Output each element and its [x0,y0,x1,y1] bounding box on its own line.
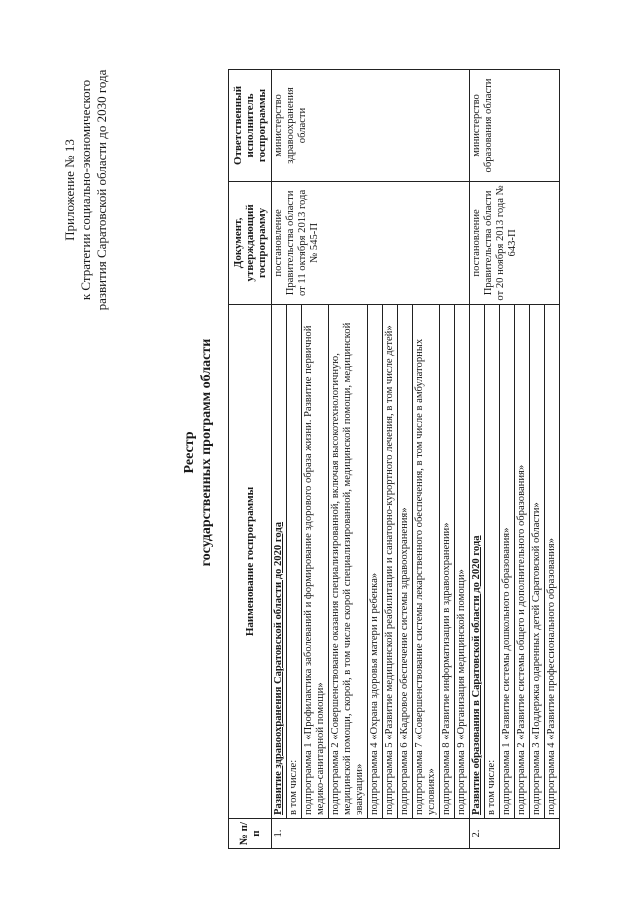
table-header-row [229,70,272,849]
subprogram-name: подпрограмма 1 «Развитие системы дошкольного образования» [500,304,515,818]
subprogram-name: подпрограмма 4 «Охрана здоровья матери и ребенка» [368,304,383,818]
program-row [470,70,485,849]
program-title: Развитие здравоохранения Саратовской области до 2020 года [273,521,284,816]
subprogram-name: подпрограмма 3 «Поддержка одаренных детей Саратовской области» [530,304,545,818]
program-document: постановление Правительства области от 20 ноября 2013 года № 643-П [470,181,560,304]
subprogram-name: подпрограмма 5 «Развитие медицинской реабилитации и санаторно-курортного лечения, в том числе детей» [383,304,398,818]
program-intro: в том числе: [485,304,500,818]
program-number: 2. [470,819,560,849]
subprogram-name: подпрограмма 2 «Совершенствование оказания специализированной, включая высокотехнологичную, медицинской помощи, скорой, в том числе скорой специализированной, медицинской помощи, медицинской эвакуации» [329,304,368,818]
program-row [272,70,287,849]
appendix-line-2: к Стратегии социально-экономического [78,79,93,301]
subprogram-name: подпрограмма 2 «Развитие системы общего и дополнительного образования» [515,304,530,818]
program-number: 1. [272,819,470,849]
header-resp: Ответственный исполнитель госпрограммы [229,70,272,182]
registry-table [228,69,560,849]
subprogram-name: подпрограмма 4 «Развитие профессионального образования» [545,304,560,818]
program-title-cell [470,304,485,818]
program-title: Развитие образования в Саратовской области до 2020 года [471,535,482,816]
header-name: Наименование госпрограммы [229,304,272,818]
subprogram-name: подпрограмма 9 «Организация медицинской помощи» [455,304,470,818]
program-document: постановление Правительства области от 11 октября 2013 года № 545-П [272,181,470,304]
program-responsible: министерство образования области [470,70,560,182]
appendix-line-1: Приложение № 13 [62,139,77,241]
subprogram-name: подпрограмма 7 «Совершенствование системы лекарственного обеспечения, в том числе в амбулаторных условиях» [413,304,440,818]
subprogram-name: подпрограмма 8 «Развитие информатизации в здравоохранении» [440,304,455,818]
header-num: № п/п [229,819,272,849]
program-title-cell [272,304,287,818]
program-responsible: министерство здравоохранения области [272,70,470,182]
subprogram-name: подпрограмма 1 «Профилактика заболеваний и формирование здорового образа жизни. Развитие первичной медико-санитарной помощи» [302,304,329,818]
appendix-block [62,60,110,320]
header-doc: Документ, утверждающий госпрограмму [229,181,272,304]
program-intro: в том числе: [287,304,302,818]
subprogram-name: подпрограмма 6 «Кадровое обеспечение системы здравоохранения» [398,304,413,818]
registry-subtitle: государственных программ области [199,338,214,567]
registry-title: Реестр [182,431,197,474]
appendix-line-3: развития Саратовской области до 2030 года [94,69,109,311]
